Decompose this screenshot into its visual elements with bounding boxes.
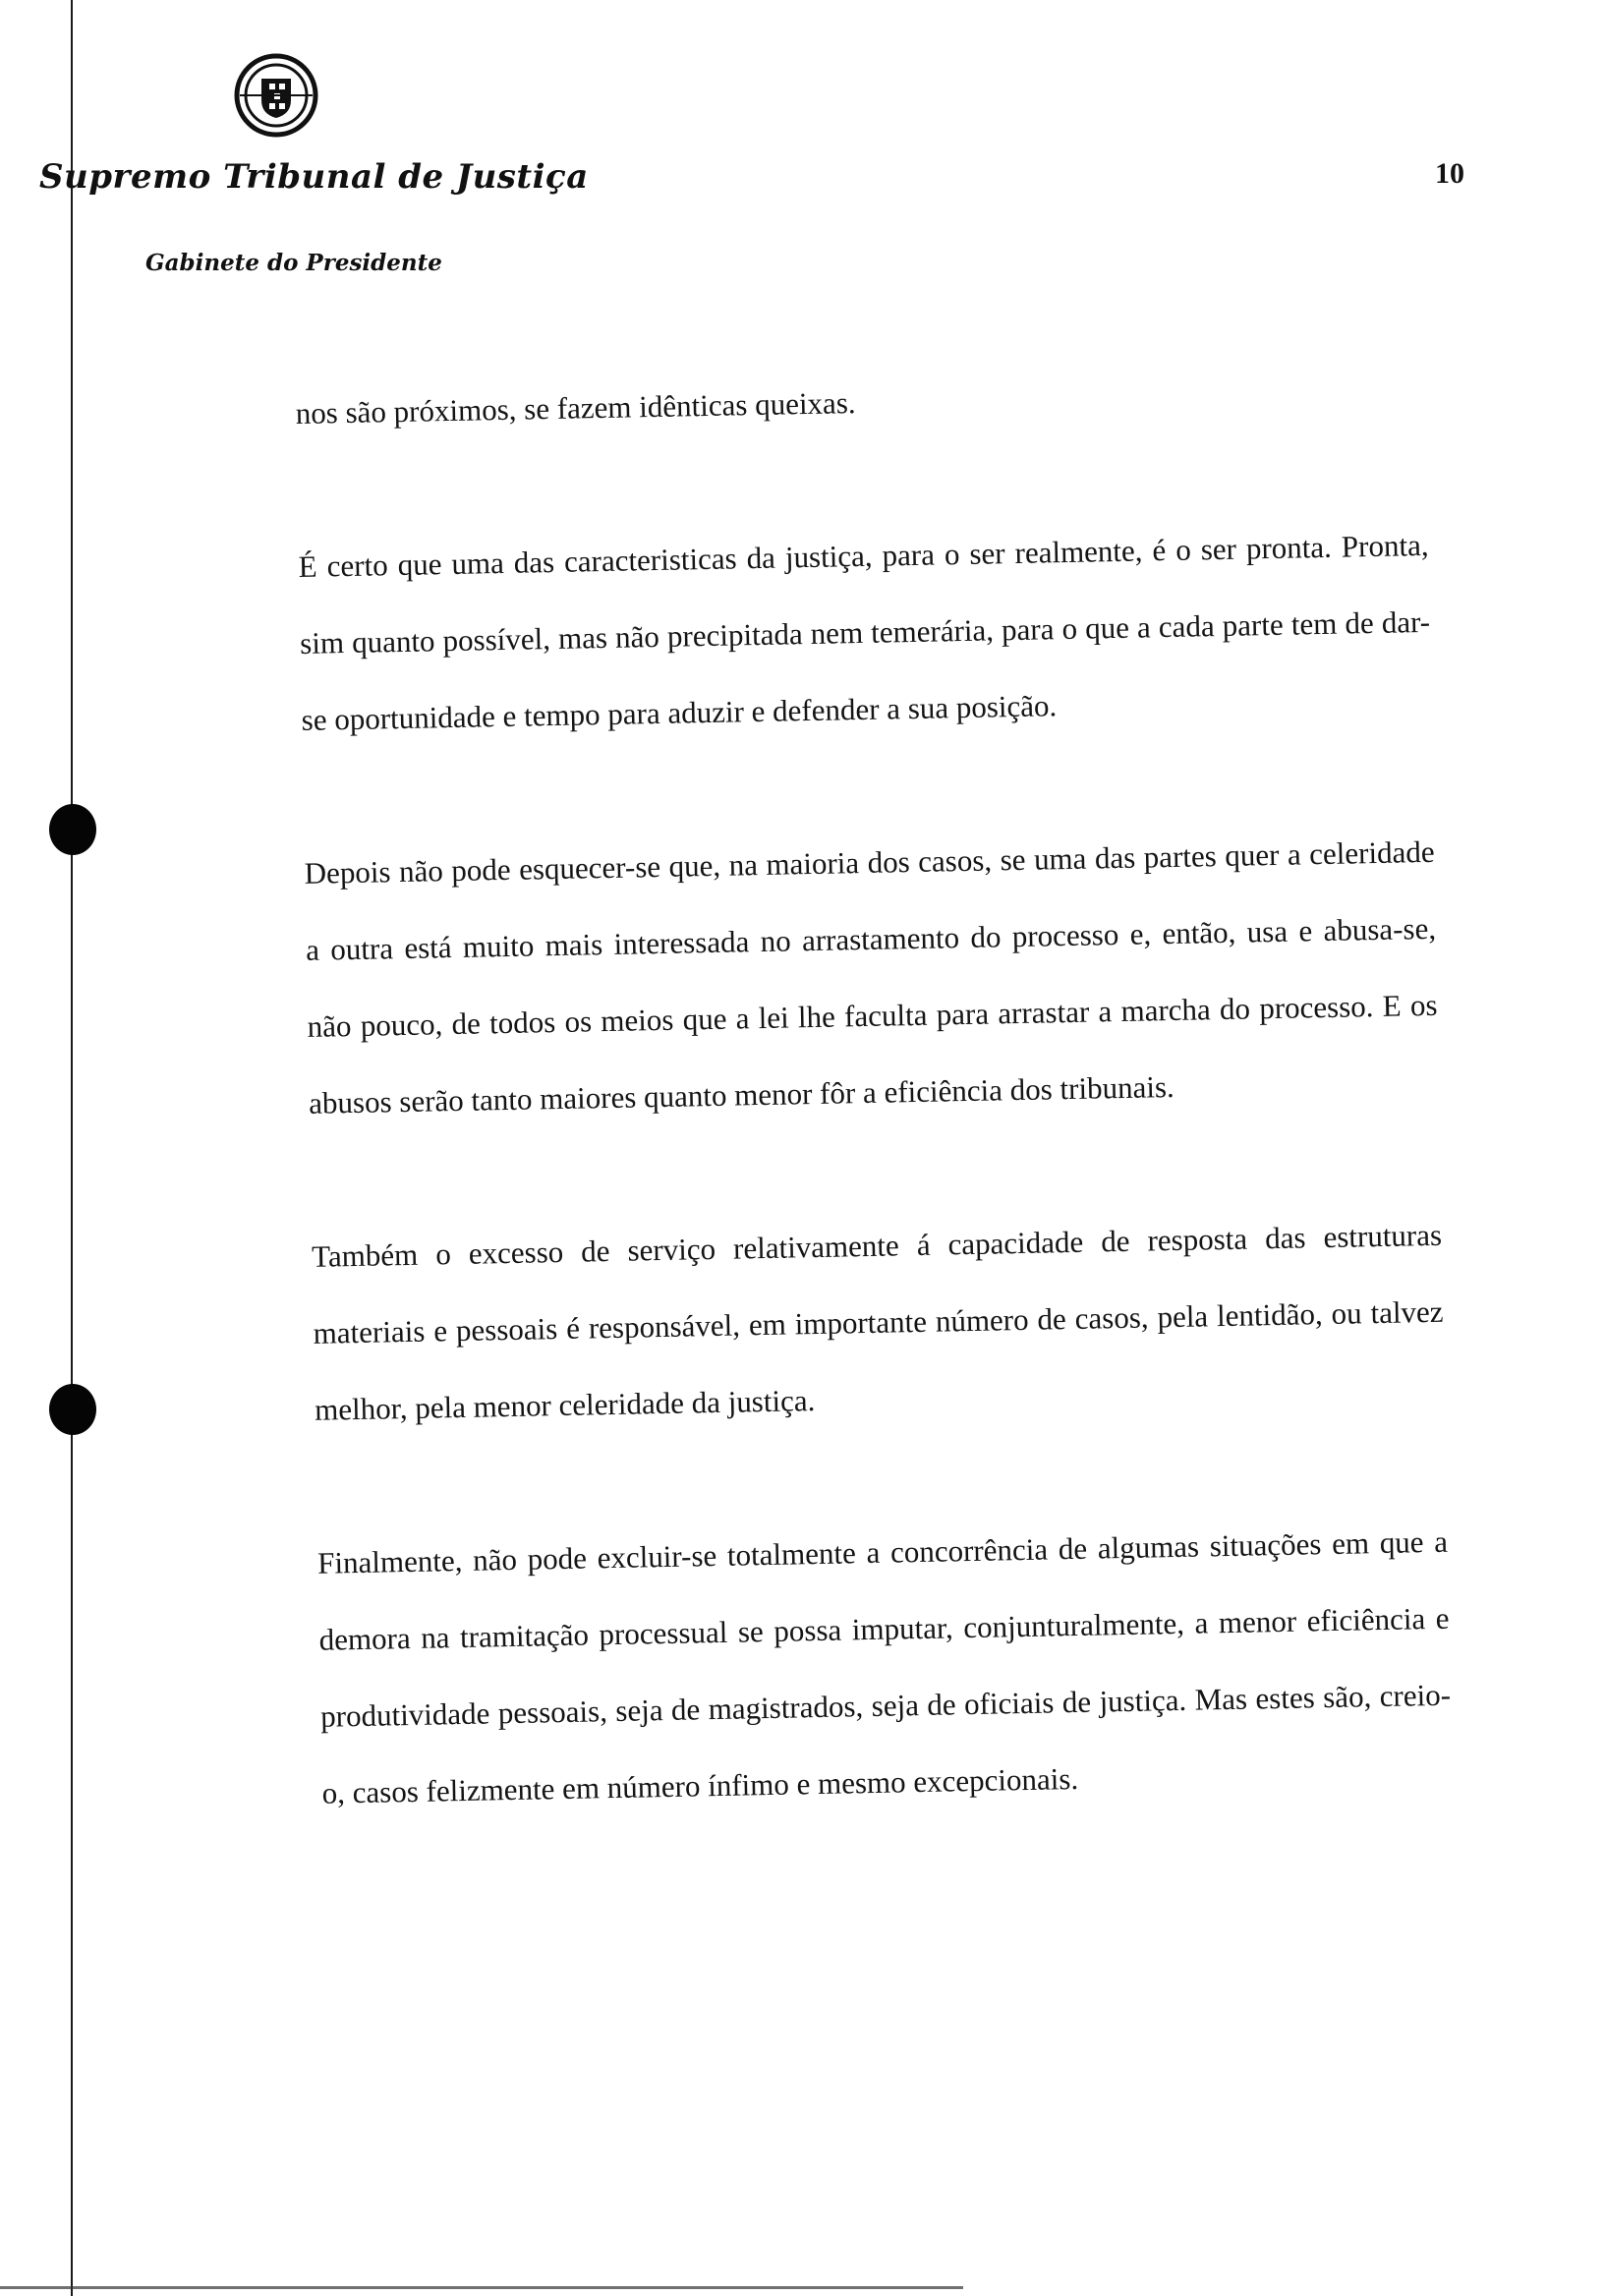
letter-body (295, 354, 1453, 1832)
page-number: 10 (1435, 157, 1464, 190)
institution-name: Supremo Tribunal de Justiça (39, 157, 589, 197)
binding-margin-line (71, 0, 73, 2296)
punch-hole (49, 804, 96, 855)
punch-hole (49, 1384, 96, 1435)
coat-of-arms-icon (234, 53, 318, 138)
office-name: Gabinete do Presidente (145, 250, 442, 276)
paragraph: Também o excesso de serviço relativamente á capacidade de resposta das estruturas materiais e pessoais é responsável, em importante número de casos, pela lentidão, ou talvez melhor, pela menor celeridade da justiça. (311, 1217, 1444, 1427)
paragraph: nos são próximos, se fazem idênticas queixas. (295, 385, 856, 430)
scan-bottom-edge (0, 2286, 963, 2289)
paragraph: É certo que uma das caracteristicas da justiça, para o ser realmente, é o ser pronta. Pronta, sim quanto possível, mas não precipitada nem temerária, para o que a cada parte tem de dar-se oportunidade e tempo para aduzir e defender a sua posição. (298, 527, 1431, 737)
paragraph: Depois não pode esquecer-se que, na maioria dos casos, se uma das partes quer a celeridade a outra está muito mais interessada no arrastamento do processo e, então, usa e abusa-se, não pouco, de todos os meios que a lei lhe faculta para arrastar a marcha do processo. E os abusos serão tanto maiores quanto menor fôr a eficiência dos tribunais. (304, 833, 1438, 1120)
paragraph: Finalmente, não pode excluir-se totalmente a concorrência de algumas situações em que a demora na tramitação processual se possa imputar, conjunturalmente, a menor eficiência e produtividade pessoais, seja de magistrados, seja de oficiais de justiça. Mas estes são, creio-o, casos felizmente em número ínfimo e mesmo excepcionais. (316, 1523, 1452, 1810)
